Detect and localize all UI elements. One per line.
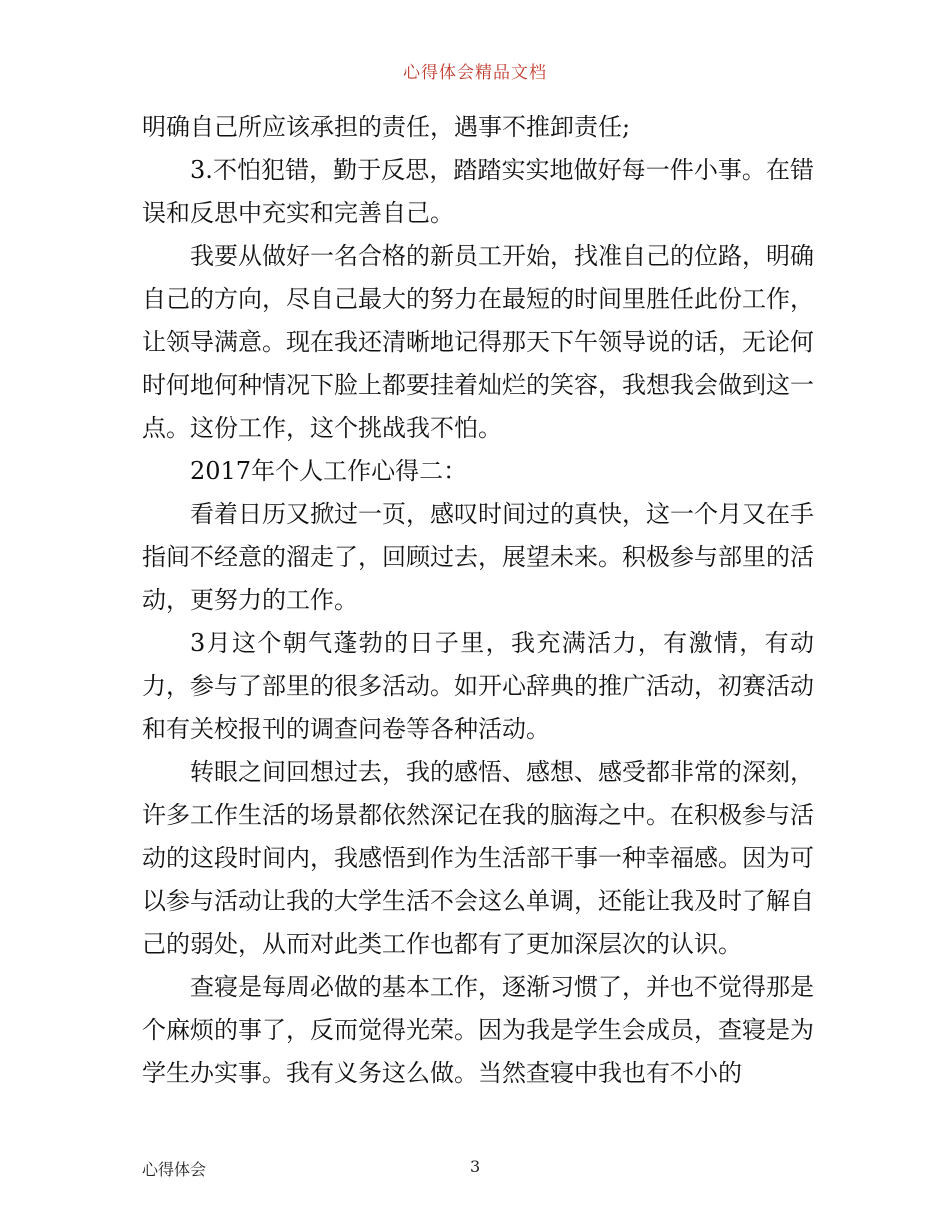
paragraph: 看着日历又掀过一页，感叹时间过的真快，这一个月又在手指间不经意的溜走了，回顾过去，展望未来。积极参与部里的活动，更努力的工作。 [142, 500, 814, 614]
section-heading: 2017年个人工作心得二： [190, 457, 468, 485]
page-number: 3 [470, 1157, 481, 1176]
paragraph: 明确自己所应该承担的责任，遇事不推卸责任; [142, 113, 631, 141]
document-header-title: 心得体会精品文档 [403, 63, 547, 83]
paragraph: 3月这个朝气蓬勃的日子里，我充满活力，有激情，有动力，参与了部里的很多活动。如开心辞典的推广活动，初赛活动和有关校报刊的调查问卷等各种活动。 [142, 629, 814, 743]
paragraph: 3.不怕犯错，勤于反思，踏踏实实地做好每一件小事。在错误和反思中充实和完善自己。 [142, 156, 814, 227]
paragraph: 我要从做好一名合格的新员工开始，找准自己的位路，明确自己的方向，尽自己最大的努力在最短的时间里胜任此份工作，让领导满意。现在我还清晰地记得那天下午领导说的话，无论何时何地何种情况下脸上都要挂着灿烂的笑容，我想我会做到这一点。这份工作，这个挑战我不怕。 [142, 242, 814, 442]
document-body [142, 106, 814, 1095]
paragraph: 转眼之间回想过去，我的感悟、感想、感受都非常的深刻，许多工作生活的场景都依然深记在我的脑海之中。在积极参与活动的这段时间内，我感悟到作为生活部干事一种幸福感。因为可以参与活动让我的大学生活不会这么单调，还能让我及时了解自己的弱处，从而对此类工作也都有了更加深层次的认识。 [142, 758, 814, 958]
footer-label: 心得体会 [142, 1160, 207, 1179]
paragraph: 查寝是每周必做的基本工作，逐渐习惯了，并也不觉得那是个麻烦的事了，反而觉得光荣。因为我是学生会成员，查寝是为学生办实事。我有义务这么做。当然查寝中我也有不小的 [142, 973, 814, 1087]
